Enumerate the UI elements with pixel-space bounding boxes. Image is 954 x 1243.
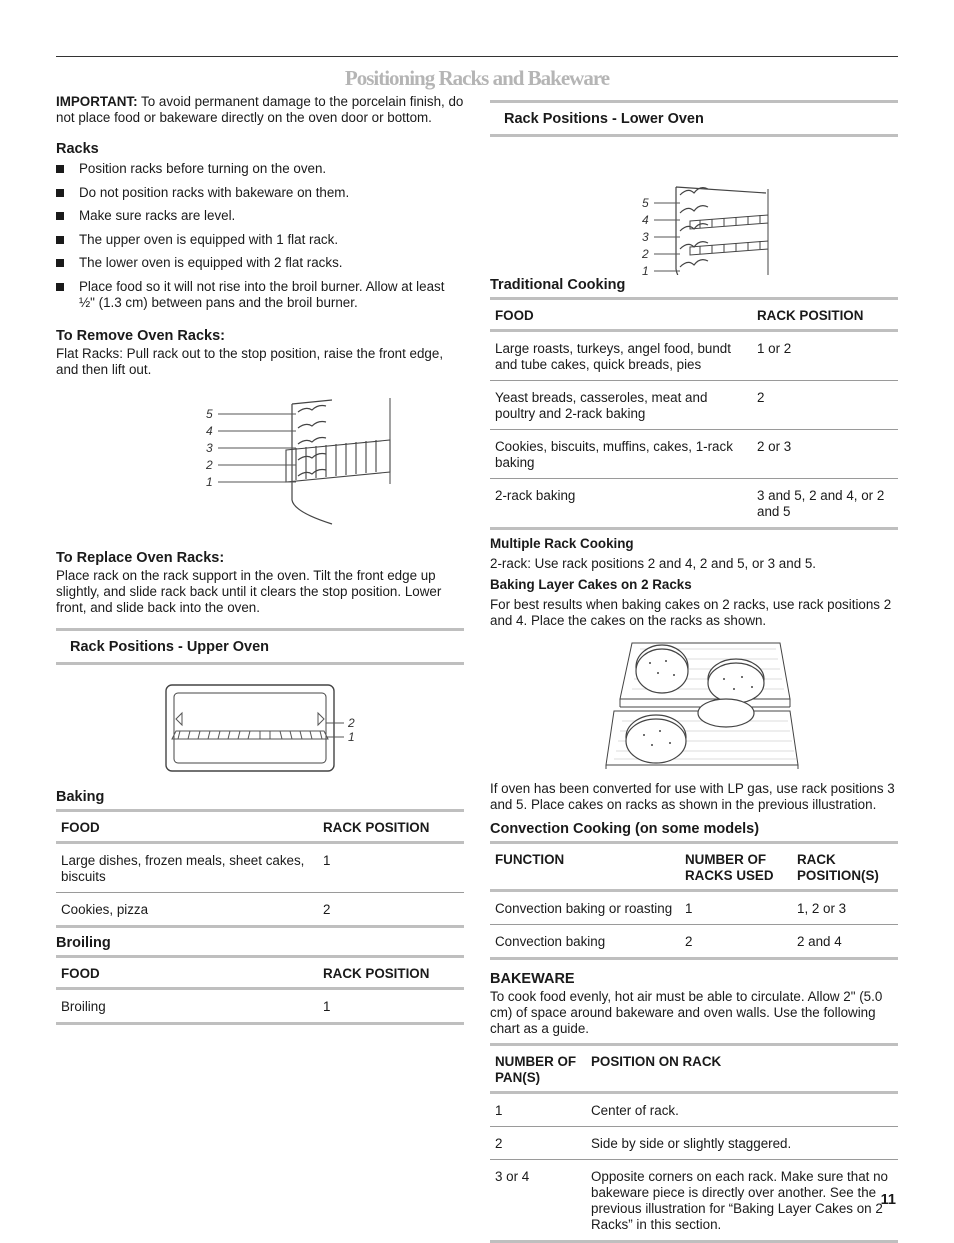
layer-cakes-heading: Baking Layer Cakes on 2 Racks bbox=[490, 577, 692, 592]
table-header-cell: RACK POSITION bbox=[323, 965, 430, 981]
table-header-cell: RACK POSITION(S) bbox=[797, 852, 879, 883]
racks-bullet-item: The upper oven is equipped with 1 flat rack. bbox=[56, 232, 464, 248]
racks-bullet-item: Do not position racks with bakeware on them. bbox=[56, 185, 464, 201]
table-cell: 2 and 4 bbox=[792, 925, 898, 959]
rack-position-label: 5 bbox=[206, 406, 213, 421]
table-row bbox=[490, 381, 898, 430]
racks-bullet-item: Place food so it will not rise into the broil burner. Allow at least ½" (1.3 cm) between pans and the broil burner. bbox=[56, 279, 464, 311]
pulled-rack bbox=[286, 440, 390, 482]
traditional-heading: Traditional Cooking bbox=[490, 277, 626, 293]
bakeware-table bbox=[490, 1043, 898, 1243]
important-note: IMPORTANT: To avoid permanent damage to the porcelain finish, do not place food or bakeware directly on the oven door or bottom. bbox=[56, 94, 464, 125]
table-header-cell: RACK POSITION bbox=[323, 819, 430, 835]
page-number: 11 bbox=[880, 1192, 896, 1208]
table-row bbox=[490, 1127, 898, 1160]
rack-position-label: 5 bbox=[642, 196, 649, 210]
table-header-cell: FOOD bbox=[495, 308, 534, 323]
cake-pans bbox=[626, 645, 764, 763]
baking-table bbox=[56, 809, 464, 928]
table-row bbox=[490, 1093, 898, 1127]
table-cell: 2 bbox=[490, 1127, 586, 1160]
table-cell: 1 bbox=[318, 842, 464, 892]
multiple-heading: Multiple Rack Cooking bbox=[490, 536, 634, 551]
convection-table-body bbox=[490, 891, 898, 959]
broiling-table-body bbox=[56, 988, 464, 1023]
rack-position-label: 2 bbox=[348, 715, 355, 730]
bakeware-text: To cook food evenly, hot air must be able to circulate. Allow 2" (5.0 cm) of space around bakeware and oven walls. Use the following chart as a guide. bbox=[490, 989, 883, 1036]
table-cell: 2-rack baking bbox=[490, 479, 752, 529]
lp-text: If oven has been converted for use with LP gas, use rack positions 3 and 5. Place cakes on racks as shown in the previous illustration. bbox=[490, 781, 895, 812]
multiple-text: 2-rack: Use rack positions 2 and 4, 2 and 5, or 3 and 5. bbox=[490, 556, 817, 571]
table-cell: 3 and 5, 2 and 4, or 2 and 5 bbox=[752, 479, 898, 529]
bakeware-table-header bbox=[490, 1045, 898, 1093]
convection-table bbox=[490, 841, 898, 960]
table-cell: Convection baking or roasting bbox=[490, 891, 680, 925]
table-row bbox=[490, 891, 898, 925]
upper-oven-illustration bbox=[56, 683, 464, 775]
table-cell: Convection baking bbox=[490, 925, 680, 959]
table-cell: 1 or 2 bbox=[752, 331, 898, 381]
upper-rack bbox=[172, 731, 328, 739]
page-title: Positioning Racks and Bakeware bbox=[344, 66, 610, 90]
layer-cakes-illustration bbox=[490, 639, 898, 769]
rack-position-label: 1 bbox=[348, 729, 355, 744]
table-cell: 1 bbox=[318, 988, 464, 1023]
rack-position-label: 4 bbox=[206, 423, 213, 438]
racks-bullet-item: The lower oven is equipped with 2 flat racks. bbox=[56, 255, 464, 271]
layer-cakes-text: For best results when baking cakes on 2 racks, use rack positions 2 and 4. Place the cakes on the racks as shown. bbox=[490, 597, 892, 628]
table-row bbox=[490, 1160, 898, 1242]
traditional-table bbox=[490, 297, 898, 530]
table-row bbox=[490, 925, 898, 959]
lower-oven-illustration bbox=[490, 149, 898, 275]
bakeware-table-body bbox=[490, 1093, 898, 1242]
left-column bbox=[56, 94, 464, 1025]
traditional-table-body bbox=[490, 331, 898, 529]
rack-position-label: 1 bbox=[642, 264, 649, 275]
table-row bbox=[56, 842, 464, 892]
table-cell: Yeast breads, casseroles, meat and poultry and 2-rack baking bbox=[490, 381, 752, 430]
rack-position-label: 3 bbox=[206, 440, 213, 455]
table-header-cell: FOOD bbox=[61, 819, 100, 835]
table-header-cell: NUMBER OF RACKS USED bbox=[685, 852, 774, 883]
baking-table-header bbox=[56, 810, 464, 842]
table-header-cell: NUMBER OF PAN(S) bbox=[495, 1054, 577, 1085]
table-row bbox=[56, 988, 464, 1023]
table-cell: Large roasts, turkeys, angel food, bundt and tube cakes, quick breads, pies bbox=[490, 331, 752, 381]
baking-heading: Baking bbox=[56, 788, 105, 805]
rack-position-label: 4 bbox=[642, 213, 649, 227]
rack-position-label: 2 bbox=[206, 457, 213, 472]
rack-position-label: 2 bbox=[642, 247, 649, 261]
upper-oven-box-title: Rack Positions - Upper Oven bbox=[56, 628, 464, 665]
table-cell: Opposite corners on each rack. Make sure that no bakeware piece is directly over another. See the previous illustration for “Baking Layer Cakes on 2 Racks” in this section. bbox=[586, 1160, 898, 1242]
replace-heading: To Replace Oven Racks: bbox=[56, 549, 225, 566]
racks-bullet-item: Position racks before turning on the oven. bbox=[56, 161, 464, 177]
remove-text: Flat Racks: Pull rack out to the stop position, raise the front edge, and then lift out. bbox=[56, 345, 444, 377]
rack-position-label: 1 bbox=[206, 474, 213, 489]
replace-text: Place rack on the rack support in the oven. Tilt the front edge up slightly, and slide rack back until it clears the stop position. Lower front, and slide back into the oven. bbox=[56, 567, 442, 615]
table-header-cell: RACK POSITION bbox=[757, 308, 864, 323]
lower-racks bbox=[690, 215, 768, 255]
table-cell: 2 bbox=[752, 381, 898, 430]
table-cell: Large dishes, frozen meals, sheet cakes, biscuits bbox=[56, 842, 318, 892]
remove-rack-illustration bbox=[56, 384, 464, 534]
right-column bbox=[490, 100, 898, 1243]
table-cell: 3 or 4 bbox=[490, 1160, 586, 1242]
table-row bbox=[490, 331, 898, 381]
table-cell: 2 bbox=[318, 892, 464, 926]
traditional-table-header bbox=[490, 299, 898, 331]
rack-supports bbox=[298, 405, 326, 476]
racks-bullet-item: Make sure racks are level. bbox=[56, 208, 464, 224]
top-rule bbox=[56, 56, 898, 57]
remove-heading: To Remove Oven Racks: bbox=[56, 327, 225, 344]
table-header-cell: POSITION ON RACK bbox=[591, 1054, 722, 1069]
table-cell: 1, 2 or 3 bbox=[792, 891, 898, 925]
table-cell: Cookies, pizza bbox=[56, 892, 318, 926]
table-cell: Cookies, biscuits, muffins, cakes, 1-rack baking bbox=[490, 430, 752, 479]
racks-bullet-list bbox=[56, 161, 464, 311]
table-cell: 2 or 3 bbox=[752, 430, 898, 479]
table-row bbox=[56, 892, 464, 926]
baking-table-body bbox=[56, 842, 464, 926]
table-cell: 1 bbox=[680, 891, 792, 925]
broiling-heading: Broiling bbox=[56, 934, 111, 951]
table-cell: 2 bbox=[680, 925, 792, 959]
table-header-cell: FUNCTION bbox=[495, 852, 565, 867]
lower-oven-box-title: Rack Positions - Lower Oven bbox=[490, 100, 898, 137]
table-header-cell: FOOD bbox=[61, 965, 100, 981]
table-cell: Broiling bbox=[56, 988, 318, 1023]
rack-position-label: 3 bbox=[642, 230, 649, 244]
convection-heading: Convection Cooking (on some models) bbox=[490, 821, 760, 837]
bakeware-heading: BAKEWARE bbox=[490, 971, 575, 987]
broiling-table bbox=[56, 955, 464, 1025]
convection-table-header bbox=[490, 843, 898, 891]
table-row bbox=[490, 430, 898, 479]
table-row bbox=[490, 479, 898, 529]
table-cell: Side by side or slightly staggered. bbox=[586, 1127, 898, 1160]
table-cell: Center of rack. bbox=[586, 1093, 898, 1127]
racks-heading: Racks bbox=[56, 141, 99, 157]
broiling-table-header bbox=[56, 956, 464, 988]
table-cell: 1 bbox=[490, 1093, 586, 1127]
